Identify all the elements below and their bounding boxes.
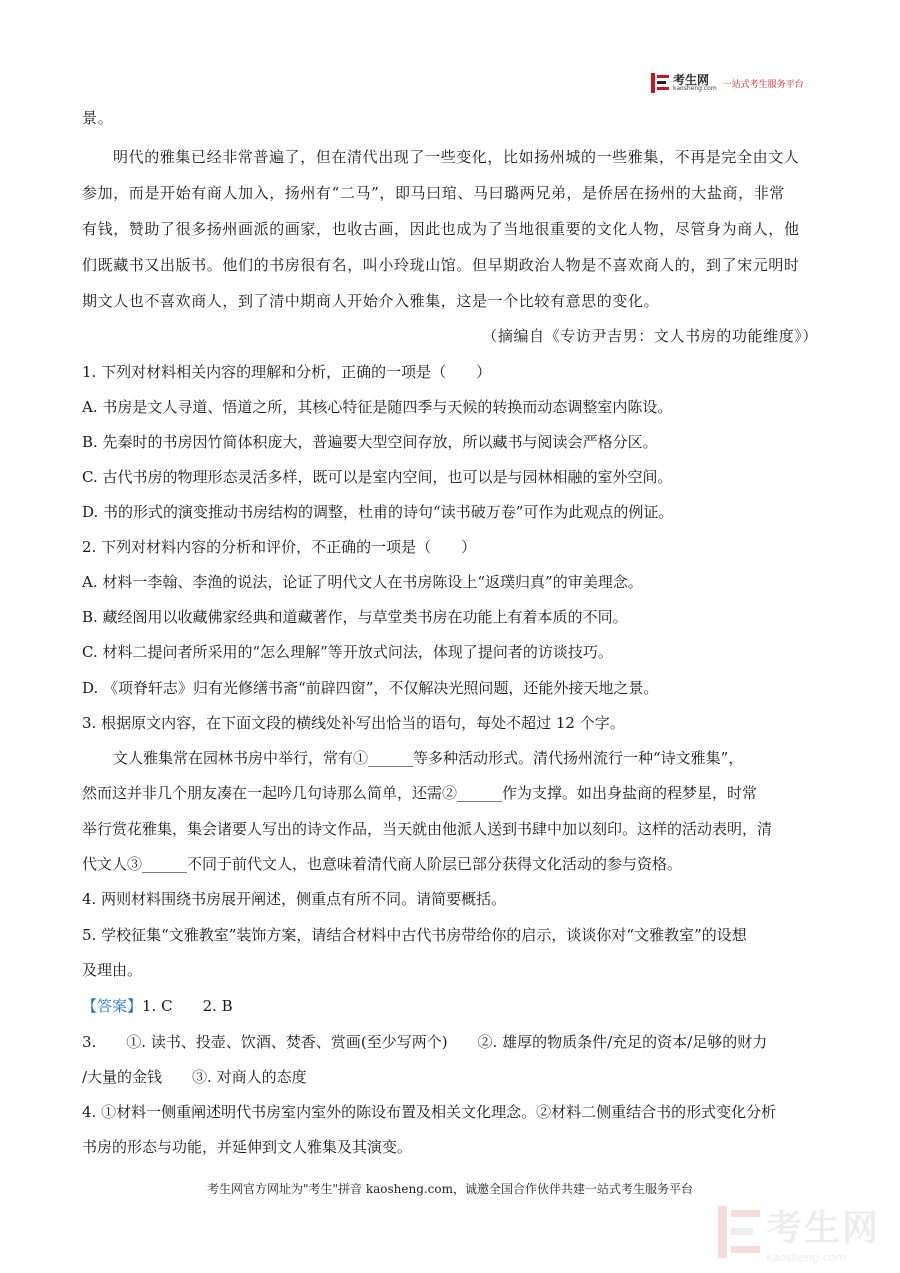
question-3-passage: 代文人③______不同于前代文人，也意味着清代商人阶层已部分获得文化活动的参与资格。 [82, 855, 683, 873]
answer-3: 3. ①. 读书、投壶、饮酒、焚香、赏画(至少写两个) ②. 雄厚的物质条件/充足的资本/足够的财力 [82, 1033, 768, 1051]
body-line: 有钱，赞助了很多扬州画派的画家，也收古画，因此也成为了当地很重要的文化人物，尽管身为商人，他 [82, 220, 800, 238]
question-1-option-b: B. 先秦时的书房因竹简体积庞大，普遍要大型空间存放，所以藏书与阅读会严格分区。 [82, 433, 658, 451]
question-5: 及理由。 [82, 961, 143, 979]
question-3: 3. 根据原文内容，在下面文段的横线处补写出恰当的语句，每处不超过 12 个字。 [82, 714, 625, 732]
watermark-domain: kaosheng.com [766, 1251, 847, 1264]
question-4: 4. 两则材料围绕书房展开阐述，侧重点有所不同。请简要概括。 [82, 890, 507, 908]
question-2-option-c: C. 材料二提问者所采用的“怎么理解”等开放式问法，体现了提问者的访谈技巧。 [82, 643, 613, 661]
question-5: 5. 学校征集“文雅教室”装饰方案，请结合材料中古代书房带给你的启示，谈谈你对“文雅教室”的设想 [82, 926, 747, 944]
answer-4: 4. ①材料一侧重阐述明代书房室内室外的陈设布置及相关文化理念。②材料二侧重结合书的形式变化分析 [82, 1103, 777, 1121]
answer-3-cont: /大量的金钱 ③. 对商人的态度 [82, 1068, 307, 1086]
logo-name: 考生网 [673, 73, 710, 87]
watermark-logo-icon [718, 1206, 760, 1258]
question-3-passage: 然而这并非几个朋友凑在一起吟几句诗那么简单，还需②______作为支撑。如出身盐商的程梦星，时常 [82, 784, 758, 802]
logo-domain: kaosheng.com [673, 85, 717, 92]
header-logo [651, 72, 804, 94]
body-line: 们既藏书又出版书。他们的书房很有名，叫小玲珑山馆。但早期政治人物是不喜欢商人的，到了宋元明时 [82, 256, 800, 274]
answer-4-cont: 书房的形态与功能，并延伸到文人雅集及其演变。 [82, 1138, 413, 1156]
question-1: 1. 下列对材料相关内容的理解和分析，正确的一项是（ ） [82, 363, 492, 381]
page-footer: 考生网官方网址为"考生"拼音 kaosheng.com，诚邀全国合作伙伴共建一站式考生服务平台 [206, 1182, 694, 1196]
question-1-option-c: C. 古代书房的物理形态灵活多样，既可以是室内空间，也可以是与园林相融的室外空间。 [82, 468, 673, 486]
answer-tag: 【答案】 [82, 997, 143, 1015]
watermark [718, 1200, 880, 1264]
source-citation: （摘编自《专访尹吉男：文人书房的功能维度》） [482, 327, 818, 345]
answer-line [82, 995, 233, 1016]
body-line: 景。 [82, 109, 114, 127]
question-2-option-a: A. 材料一李翰、李渔的说法，论证了明代文人在书房陈设上“返璞归真”的审美理念。 [82, 573, 643, 591]
question-3-passage: 举行赏花雅集，集会诸要人写出的诗文作品，当天就由他派人送到书肆中加以刻印。这样的活动表明，清 [82, 820, 773, 838]
body-line: 明代的雅集已经非常普遍了，但在清代出现了一些变化，比如扬州城的一些雅集，不再是完全由文人 [113, 148, 800, 166]
body-line: 期文人也不喜欢商人，到了清中期商人开始介入雅集，这是一个比较有意思的变化。 [82, 292, 660, 310]
question-3-passage: 文人雅集常在园林书房中举行，常有①______等多种活动形式。清代扬州流行一种“诗文雅集”， [113, 749, 744, 767]
body-line: 参加，而是开始有商人加入，扬州有“二马”，即马曰琯、马曰璐两兄弟，是侨居在扬州的大盐商，非常 [82, 184, 785, 202]
watermark-name: 考生网 [766, 1208, 881, 1249]
question-2-option-b: B. 藏经阁用以收藏佛家经典和道藏著作，与草堂类书房在功能上有着本质的不同。 [82, 608, 628, 626]
answer-1-2: 1. C 2. B [142, 997, 233, 1015]
question-2-option-d: D. 《项脊轩志》归有光修缮书斋“前辟四窗”，不仅解决光照问题，还能外接天地之景。 [82, 679, 659, 697]
question-1-option-a: A. 书房是文人寻道、悟道之所，其核心特征是随四季与天候的转换而动态调整室内陈设。 [82, 398, 673, 416]
kaosheng-logo-icon [651, 73, 669, 93]
question-1-option-d: D. 书的形式的演变推动书房结构的调整，杜甫的诗句“读书破万卷”可作为此观点的例证。 [82, 503, 674, 521]
header-slogan: 一站式考生服务平台 [722, 79, 804, 90]
question-2: 2. 下列对材料内容的分析和评价，不正确的一项是（ ） [82, 538, 477, 556]
